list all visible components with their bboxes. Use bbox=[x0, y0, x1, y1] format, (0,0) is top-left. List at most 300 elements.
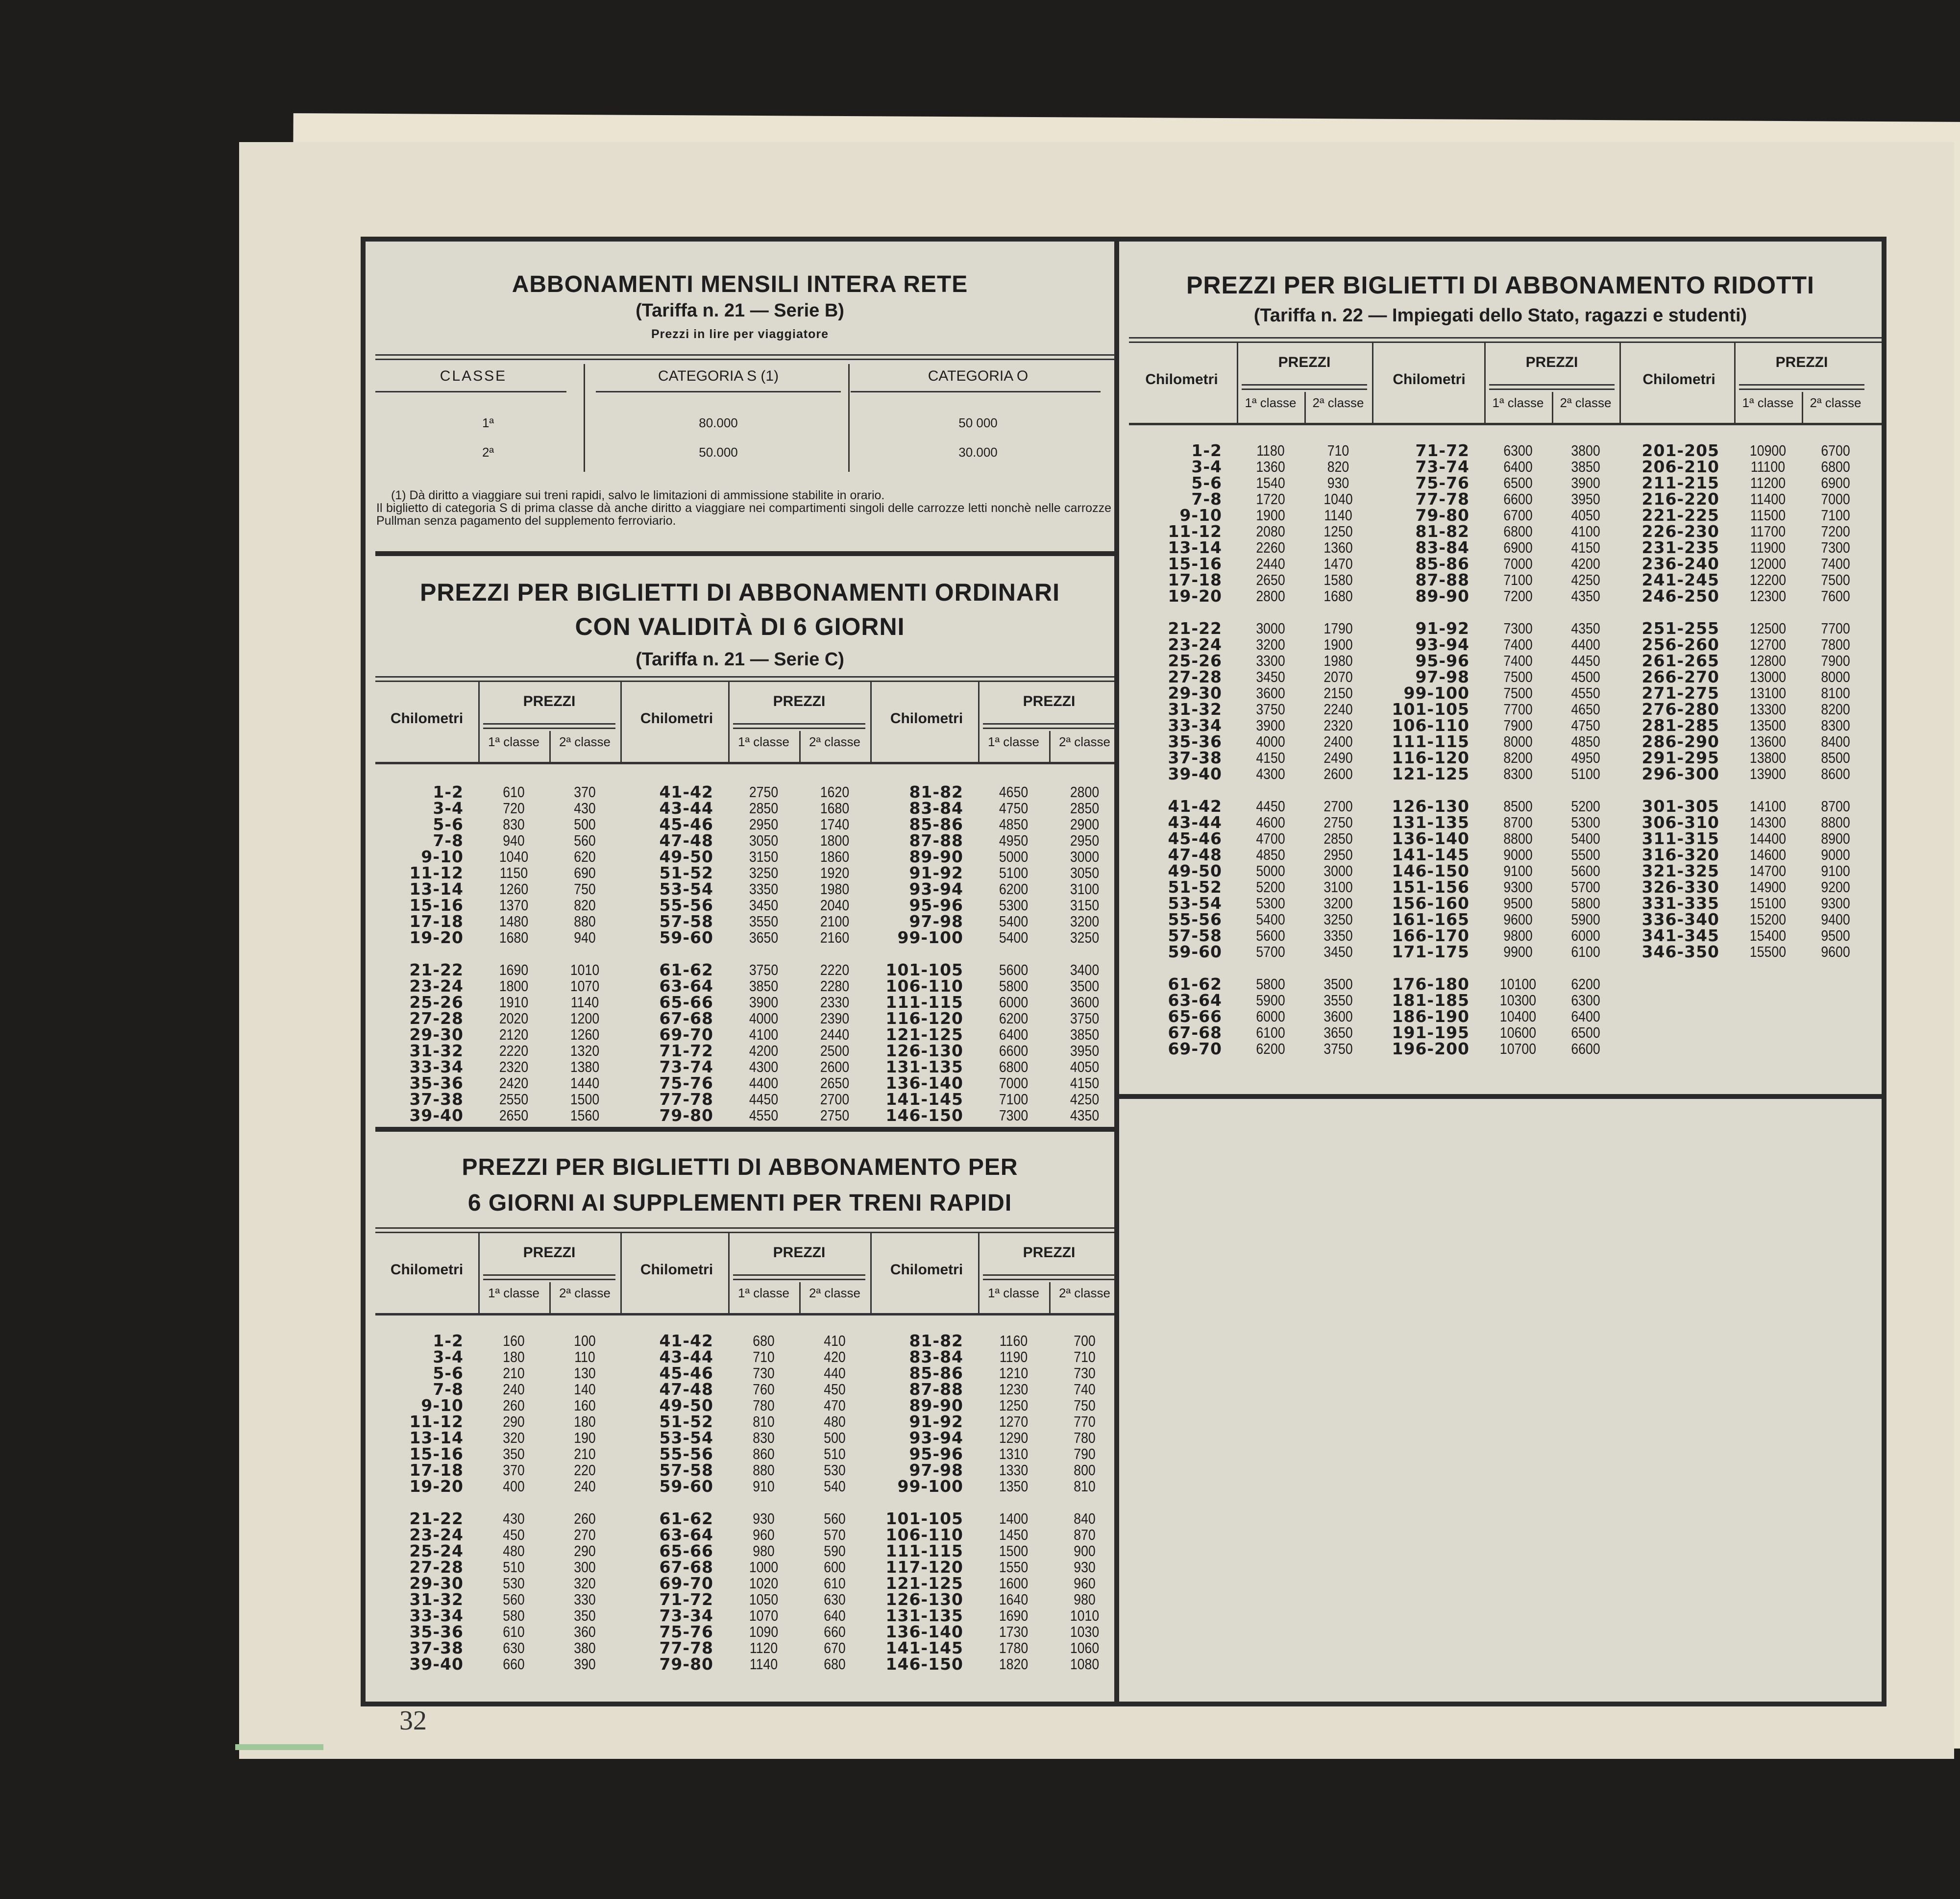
price-2nd-class: 930 bbox=[1327, 474, 1349, 491]
km-range: 59-60 bbox=[1168, 942, 1222, 961]
table-top-rule bbox=[375, 676, 1114, 682]
price-1st-class: 2850 bbox=[749, 800, 779, 817]
price-2nd-class: 730 bbox=[1074, 1364, 1096, 1382]
km-range: 83-84 bbox=[1415, 538, 1470, 557]
price-2nd-class: 6300 bbox=[1571, 992, 1600, 1009]
km-range: 57-58 bbox=[659, 1461, 713, 1480]
class1-price-column bbox=[478, 784, 549, 1123]
price-2nd-class: 3850 bbox=[1070, 1026, 1100, 1043]
price-1st-class: 2440 bbox=[1256, 555, 1285, 572]
km-range: 121-125 bbox=[885, 1025, 963, 1044]
km-range: 17-18 bbox=[409, 912, 464, 931]
price-2nd-class: 9600 bbox=[1821, 943, 1850, 960]
price-1st-class: 830 bbox=[503, 816, 525, 833]
price-1st-class: 2080 bbox=[1256, 523, 1285, 540]
price-1st-class: 7900 bbox=[1503, 717, 1533, 734]
price-2nd-class: 780 bbox=[1074, 1429, 1096, 1446]
price-2nd-class: 5600 bbox=[1571, 862, 1600, 879]
classe1-header: 1ª classe bbox=[737, 1286, 789, 1300]
monthly-row2-cat-s: 50.000 bbox=[699, 445, 738, 460]
price-1st-class: 7700 bbox=[1503, 701, 1533, 718]
price-1st-class: 15200 bbox=[1749, 911, 1787, 928]
price-1st-class: 760 bbox=[753, 1381, 775, 1398]
row-gap bbox=[375, 946, 464, 962]
km-range: 9-10 bbox=[421, 847, 464, 866]
km-range: 196-200 bbox=[1392, 1039, 1470, 1058]
header-group-sep bbox=[620, 681, 622, 762]
price-1st-class: 510 bbox=[503, 1558, 525, 1576]
price-2nd-class: 9000 bbox=[1821, 846, 1850, 863]
price-1st-class: 1350 bbox=[999, 1478, 1029, 1495]
price-2nd-class: 3100 bbox=[1323, 878, 1353, 896]
price-1st-class: 4450 bbox=[1256, 798, 1285, 815]
price-1st-class: 2020 bbox=[499, 1010, 529, 1027]
km-range: 63-64 bbox=[1168, 991, 1222, 1010]
classe1-header: 1ª classe bbox=[1492, 395, 1544, 410]
km-range: 41-42 bbox=[659, 1331, 713, 1350]
price-1st-class: 610 bbox=[503, 1623, 525, 1640]
price-1st-class: 1160 bbox=[999, 1332, 1028, 1349]
km-range: 71-72 bbox=[659, 1590, 713, 1609]
km-range: 141-145 bbox=[1392, 845, 1470, 864]
price-2nd-class: 870 bbox=[1074, 1526, 1096, 1543]
price-1st-class: 9600 bbox=[1503, 911, 1533, 928]
km-range: 45-46 bbox=[1168, 829, 1222, 848]
price-1st-class: 4700 bbox=[1256, 830, 1285, 847]
km-range: 89-90 bbox=[909, 1396, 963, 1415]
price-1st-class: 2800 bbox=[1256, 587, 1285, 605]
price-2nd-class: 2100 bbox=[820, 913, 850, 930]
price-1st-class: 8200 bbox=[1503, 749, 1533, 766]
price-2nd-class: 270 bbox=[574, 1526, 596, 1543]
monthly-header-cat-o: CATEGORIA O bbox=[928, 368, 1029, 384]
price-1st-class: 1040 bbox=[499, 848, 529, 865]
km-range: 23-24 bbox=[1168, 635, 1222, 654]
km-column bbox=[875, 1333, 963, 1672]
price-1st-class: 8800 bbox=[1503, 830, 1533, 847]
ordinari-table bbox=[366, 676, 1114, 1127]
price-1st-class: 4150 bbox=[1256, 749, 1285, 766]
km-range: 19-20 bbox=[1168, 586, 1222, 606]
price-2nd-class: 2700 bbox=[1323, 798, 1353, 815]
price-2nd-class: 180 bbox=[574, 1413, 596, 1430]
km-range: 1-2 bbox=[433, 782, 464, 802]
price-1st-class: 810 bbox=[753, 1413, 775, 1430]
price-2nd-class: 6400 bbox=[1571, 1008, 1600, 1025]
price-1st-class: 3650 bbox=[749, 929, 779, 946]
km-range: 31-32 bbox=[1168, 700, 1222, 719]
row-gap bbox=[1374, 782, 1470, 798]
price-2nd-class: 4450 bbox=[1571, 652, 1600, 669]
classe1-header: 1ª classe bbox=[1245, 395, 1297, 410]
supplementi-title-2: 6 GIORNI AI SUPPLEMENTI PER TRENI RAPIDI bbox=[467, 1190, 1012, 1216]
km-range: 75-76 bbox=[659, 1073, 713, 1093]
km-range: 81-82 bbox=[909, 1331, 963, 1350]
price-2nd-class: 3600 bbox=[1070, 994, 1100, 1011]
price-2nd-class: 3000 bbox=[1323, 862, 1353, 879]
price-2nd-class: 980 bbox=[1074, 1591, 1096, 1608]
price-1st-class: 1910 bbox=[499, 994, 529, 1011]
price-1st-class: 400 bbox=[503, 1478, 525, 1495]
price-1st-class: 1120 bbox=[749, 1639, 778, 1656]
price-1st-class: 2220 bbox=[499, 1042, 529, 1059]
table-header-rule bbox=[1129, 423, 1882, 425]
price-2nd-class: 4200 bbox=[1571, 555, 1600, 572]
classe2-header: 2ª classe bbox=[559, 734, 611, 749]
price-2nd-class: 5200 bbox=[1571, 798, 1600, 815]
km-range: 13-14 bbox=[409, 879, 464, 899]
km-range: 117-120 bbox=[885, 1558, 963, 1577]
km-range: 63-64 bbox=[659, 1525, 713, 1544]
price-1st-class: 11700 bbox=[1750, 523, 1786, 540]
class2-price-column bbox=[1304, 442, 1372, 1057]
km-range: 79-80 bbox=[659, 1106, 713, 1125]
km-range: 251-255 bbox=[1642, 619, 1719, 638]
km-range: 67-68 bbox=[659, 1009, 713, 1028]
row-gap bbox=[1127, 604, 1222, 620]
price-2nd-class: 2390 bbox=[820, 1010, 850, 1027]
price-2nd-class: 9300 bbox=[1821, 895, 1850, 912]
km-column bbox=[375, 1333, 464, 1672]
price-2nd-class: 5900 bbox=[1571, 911, 1600, 928]
price-2nd-class: 880 bbox=[574, 913, 596, 930]
km-range: 161-165 bbox=[1392, 910, 1470, 929]
price-2nd-class: 8000 bbox=[1821, 668, 1850, 685]
price-2nd-class: 390 bbox=[574, 1656, 596, 1673]
price-2nd-class: 930 bbox=[1074, 1558, 1096, 1576]
km-range: 1-2 bbox=[433, 1331, 464, 1350]
price-2nd-class: 6200 bbox=[1571, 975, 1600, 993]
price-1st-class: 4100 bbox=[749, 1026, 779, 1043]
km-range: 3-4 bbox=[1191, 457, 1222, 476]
km-range: 306-310 bbox=[1642, 813, 1719, 832]
class2-price-column bbox=[549, 1333, 620, 1672]
km-range: 53-54 bbox=[659, 879, 713, 899]
price-2nd-class: 7800 bbox=[1821, 636, 1850, 653]
price-2nd-class: 2750 bbox=[1323, 814, 1353, 831]
km-range: 49-50 bbox=[659, 847, 713, 866]
price-1st-class: 5200 bbox=[1256, 878, 1285, 896]
price-1st-class: 1400 bbox=[999, 1510, 1029, 1527]
chilometri-header: Chilometri bbox=[1642, 371, 1715, 388]
ordinari-title-1: PREZZI PER BIGLIETTI DI ABBONAMENTI ORDINARI bbox=[419, 579, 1060, 606]
km-range: 93-94 bbox=[1415, 635, 1470, 654]
price-1st-class: 6600 bbox=[999, 1042, 1029, 1059]
price-2nd-class: 240 bbox=[574, 1478, 596, 1495]
price-1st-class: 160 bbox=[503, 1332, 525, 1349]
price-1st-class: 3550 bbox=[749, 913, 779, 930]
price-2nd-class: 840 bbox=[1074, 1510, 1096, 1527]
price-2nd-class: 4400 bbox=[1571, 636, 1600, 653]
km-column bbox=[1374, 442, 1470, 1057]
price-2nd-class: 2400 bbox=[1323, 733, 1353, 750]
price-2nd-class: 6000 bbox=[1571, 927, 1600, 944]
price-1st-class: 1820 bbox=[999, 1656, 1029, 1673]
monthly-header-cat-s: CATEGORIA S (1) bbox=[658, 368, 779, 384]
price-2nd-class: 4350 bbox=[1571, 620, 1600, 637]
price-1st-class: 2950 bbox=[749, 816, 779, 833]
price-2nd-class: 7400 bbox=[1821, 555, 1850, 572]
price-1st-class: 4650 bbox=[999, 783, 1029, 801]
price-1st-class: 3350 bbox=[749, 880, 779, 898]
price-1st-class: 5400 bbox=[1256, 911, 1285, 928]
price-2nd-class: 1140 bbox=[1324, 507, 1352, 524]
km-range: 17-18 bbox=[409, 1461, 464, 1480]
km-range: 47-48 bbox=[1168, 845, 1222, 864]
km-range: 87-88 bbox=[909, 831, 963, 850]
km-range: 85-86 bbox=[1415, 554, 1470, 573]
km-range: 23-24 bbox=[409, 976, 464, 996]
price-1st-class: 860 bbox=[753, 1445, 775, 1462]
monthly-subtitle: (Tariffa n. 21 — Serie B) bbox=[636, 300, 844, 321]
row-gap bbox=[1734, 604, 1802, 620]
price-1st-class: 2420 bbox=[499, 1074, 529, 1092]
price-2nd-class: 320 bbox=[574, 1575, 596, 1592]
price-2nd-class: 5800 bbox=[1571, 895, 1600, 912]
price-1st-class: 430 bbox=[503, 1510, 525, 1527]
km-range: 67-68 bbox=[1168, 1023, 1222, 1042]
supplementi-title-1: PREZZI PER BIGLIETTI DI ABBONAMENTO PER bbox=[462, 1154, 1018, 1180]
class2-price-column bbox=[1049, 784, 1120, 1123]
chilometri-header: Chilometri bbox=[890, 1261, 963, 1278]
km-range: 27-28 bbox=[1168, 667, 1222, 686]
km-range: 77-78 bbox=[659, 1090, 713, 1109]
km-range: 101-105 bbox=[885, 960, 963, 979]
km-range: 91-92 bbox=[909, 863, 963, 882]
price-1st-class: 320 bbox=[503, 1429, 525, 1446]
price-1st-class: 1070 bbox=[749, 1607, 779, 1624]
km-range: 37-38 bbox=[409, 1090, 464, 1109]
monthly-header-rule bbox=[851, 391, 1101, 392]
price-1st-class: 1310 bbox=[999, 1445, 1029, 1462]
classe1-header: 1ª classe bbox=[488, 734, 539, 749]
km-column bbox=[875, 784, 963, 1123]
price-1st-class: 1780 bbox=[999, 1639, 1029, 1656]
km-range: 39-40 bbox=[409, 1106, 464, 1125]
km-range: 73-34 bbox=[659, 1606, 713, 1625]
price-2nd-class: 3150 bbox=[1070, 897, 1100, 914]
km-range: 15-16 bbox=[409, 1444, 464, 1463]
price-1st-class: 4300 bbox=[1256, 765, 1285, 782]
price-2nd-class: 6500 bbox=[1571, 1024, 1600, 1041]
km-range: 51-52 bbox=[1168, 877, 1222, 897]
price-2nd-class: 140 bbox=[574, 1381, 596, 1398]
price-2nd-class: 2070 bbox=[1323, 668, 1353, 685]
km-range: 55-56 bbox=[1168, 910, 1222, 929]
monthly-header-classe: CLASSE bbox=[440, 368, 507, 384]
price-1st-class: 13500 bbox=[1749, 717, 1787, 734]
price-1st-class: 5800 bbox=[1256, 975, 1285, 993]
price-1st-class: 1900 bbox=[1256, 507, 1285, 524]
class1-price-column bbox=[1734, 442, 1802, 960]
price-2nd-class: 4750 bbox=[1571, 717, 1600, 734]
prezzi-rule bbox=[1489, 384, 1615, 390]
price-1st-class: 7500 bbox=[1503, 684, 1533, 702]
price-1st-class: 1800 bbox=[499, 977, 529, 995]
price-2nd-class: 260 bbox=[574, 1510, 596, 1527]
price-2nd-class: 3850 bbox=[1571, 458, 1600, 475]
row-gap bbox=[1552, 604, 1619, 620]
km-range: 5-6 bbox=[1191, 473, 1222, 492]
km-range: 126-130 bbox=[885, 1041, 963, 1060]
header-group-sep bbox=[870, 1232, 872, 1313]
price-1st-class: 9900 bbox=[1503, 943, 1533, 960]
classe2-header: 2ª classe bbox=[1560, 395, 1612, 410]
km-range: 61-62 bbox=[1168, 974, 1222, 994]
km-range: 69-70 bbox=[659, 1025, 713, 1044]
km-range: 63-64 bbox=[659, 976, 713, 996]
class1-price-column bbox=[978, 1333, 1049, 1672]
price-2nd-class: 2850 bbox=[1323, 830, 1353, 847]
km-range: 81-82 bbox=[909, 782, 963, 802]
price-2nd-class: 3900 bbox=[1571, 474, 1600, 491]
price-1st-class: 6200 bbox=[1256, 1040, 1285, 1057]
price-1st-class: 210 bbox=[503, 1364, 525, 1382]
price-1st-class: 1690 bbox=[499, 961, 529, 978]
km-range: 211-215 bbox=[1642, 473, 1719, 492]
price-1st-class: 7200 bbox=[1503, 587, 1533, 605]
price-1st-class: 14700 bbox=[1749, 862, 1787, 879]
price-1st-class: 4950 bbox=[999, 832, 1029, 849]
price-2nd-class: 4650 bbox=[1571, 701, 1600, 718]
price-1st-class: 6800 bbox=[999, 1058, 1029, 1075]
km-range: 71-72 bbox=[1415, 441, 1470, 460]
price-2nd-class: 6900 bbox=[1821, 474, 1850, 491]
km-range: 7-8 bbox=[433, 1380, 464, 1399]
km-range: 97-98 bbox=[909, 912, 963, 931]
km-range: 27-28 bbox=[409, 1558, 464, 1577]
monthly-col-sep bbox=[848, 364, 850, 472]
row-gap bbox=[1049, 946, 1120, 962]
km-range: 97-98 bbox=[909, 1461, 963, 1480]
price-1st-class: 11900 bbox=[1750, 539, 1786, 556]
monthly-section bbox=[366, 242, 1114, 551]
price-1st-class: 240 bbox=[503, 1381, 525, 1398]
price-1st-class: 3750 bbox=[1256, 701, 1285, 718]
km-range: 59-60 bbox=[659, 928, 713, 947]
km-range: 27-28 bbox=[409, 1009, 464, 1028]
price-1st-class: 6700 bbox=[1503, 507, 1533, 524]
km-column bbox=[625, 1333, 713, 1672]
km-range: 146-150 bbox=[1392, 861, 1470, 880]
price-2nd-class: 1200 bbox=[570, 1010, 600, 1027]
price-2nd-class: 500 bbox=[574, 816, 596, 833]
price-2nd-class: 220 bbox=[574, 1461, 596, 1479]
price-1st-class: 2320 bbox=[499, 1058, 529, 1075]
km-range: 81-82 bbox=[1415, 522, 1470, 541]
price-1st-class: 10900 bbox=[1749, 442, 1787, 459]
price-1st-class: 5600 bbox=[999, 961, 1029, 978]
price-1st-class: 13800 bbox=[1749, 749, 1787, 766]
price-2nd-class: 130 bbox=[574, 1364, 596, 1382]
km-range: 91-92 bbox=[909, 1412, 963, 1431]
km-range: 136-140 bbox=[1392, 829, 1470, 848]
price-1st-class: 9100 bbox=[1503, 862, 1533, 879]
price-2nd-class: 8800 bbox=[1821, 814, 1850, 831]
monthly-row1-classe: 1ª bbox=[482, 415, 494, 430]
price-2nd-class: 4550 bbox=[1571, 684, 1600, 702]
price-2nd-class: 190 bbox=[574, 1429, 596, 1446]
price-1st-class: 1680 bbox=[499, 929, 529, 946]
price-2nd-class: 1380 bbox=[570, 1058, 600, 1075]
footnote-1: (1) Dà diritto a viaggiare sui treni rapidi, salvo le limitazioni di ammissione stabilite in orario. bbox=[391, 488, 885, 502]
row-gap bbox=[978, 946, 1049, 962]
km-range: 316-320 bbox=[1642, 845, 1719, 864]
km-range: 33-34 bbox=[409, 1606, 464, 1625]
price-1st-class: 14600 bbox=[1749, 846, 1787, 863]
price-2nd-class: 6700 bbox=[1821, 442, 1850, 459]
km-range: 116-120 bbox=[885, 1009, 963, 1028]
price-2nd-class: 5400 bbox=[1571, 830, 1600, 847]
price-2nd-class: 4050 bbox=[1571, 507, 1600, 524]
km-range: 141-145 bbox=[885, 1090, 963, 1109]
price-2nd-class: 9400 bbox=[1821, 911, 1850, 928]
price-1st-class: 2650 bbox=[1256, 571, 1285, 588]
km-range: 93-94 bbox=[909, 879, 963, 899]
price-2nd-class: 3200 bbox=[1323, 895, 1353, 912]
km-range: 236-240 bbox=[1642, 554, 1719, 573]
km-range: 41-42 bbox=[1168, 797, 1222, 816]
price-2nd-class: 7600 bbox=[1821, 587, 1850, 605]
price-1st-class: 1290 bbox=[999, 1429, 1029, 1446]
price-2nd-class: 1080 bbox=[1070, 1656, 1100, 1673]
km-range: 75-76 bbox=[1415, 473, 1470, 492]
price-2nd-class: 3950 bbox=[1070, 1042, 1100, 1059]
price-1st-class: 530 bbox=[503, 1575, 525, 1592]
km-range: 146-150 bbox=[885, 1655, 963, 1674]
km-range: 326-330 bbox=[1642, 877, 1719, 897]
km-range: 111-115 bbox=[1392, 732, 1470, 751]
classe1-header: 1ª classe bbox=[488, 1286, 539, 1300]
class1-price-column bbox=[728, 784, 799, 1123]
km-range: 61-62 bbox=[659, 1509, 713, 1528]
km-range: 201-205 bbox=[1642, 441, 1719, 460]
price-2nd-class: 1060 bbox=[1070, 1639, 1100, 1656]
price-1st-class: 9800 bbox=[1503, 927, 1533, 944]
price-1st-class: 5300 bbox=[1256, 895, 1285, 912]
price-1st-class: 10600 bbox=[1499, 1024, 1537, 1041]
row-gap bbox=[728, 1494, 799, 1510]
price-1st-class: 1450 bbox=[999, 1526, 1029, 1543]
price-2nd-class: 430 bbox=[574, 800, 596, 817]
price-1st-class: 4400 bbox=[749, 1074, 779, 1092]
prezzi-rule bbox=[983, 723, 1115, 729]
price-1st-class: 12300 bbox=[1749, 587, 1787, 605]
km-range: 21-22 bbox=[409, 960, 464, 979]
row-gap bbox=[1127, 960, 1222, 976]
price-2nd-class: 7700 bbox=[1821, 620, 1850, 637]
price-1st-class: 1270 bbox=[999, 1413, 1029, 1430]
price-1st-class: 11100 bbox=[1750, 458, 1786, 475]
km-range: 83-84 bbox=[909, 1347, 963, 1366]
price-1st-class: 2750 bbox=[749, 783, 779, 801]
price-1st-class: 1090 bbox=[749, 1623, 779, 1640]
row-gap bbox=[799, 946, 870, 962]
price-2nd-class: 1680 bbox=[1323, 587, 1353, 605]
price-1st-class: 1500 bbox=[999, 1542, 1029, 1559]
price-1st-class: 4200 bbox=[749, 1042, 779, 1059]
price-2nd-class: 700 bbox=[1074, 1332, 1096, 1349]
class1-price-column bbox=[1484, 442, 1552, 1057]
price-2nd-class: 1140 bbox=[570, 994, 599, 1011]
price-2nd-class: 6100 bbox=[1571, 943, 1600, 960]
price-2nd-class: 2490 bbox=[1323, 749, 1353, 766]
price-2nd-class: 7000 bbox=[1821, 490, 1850, 508]
km-range: 11-12 bbox=[409, 1412, 464, 1431]
price-2nd-class: 420 bbox=[824, 1348, 846, 1365]
km-range: 43-44 bbox=[659, 799, 713, 818]
km-range: 99-100 bbox=[897, 928, 963, 947]
